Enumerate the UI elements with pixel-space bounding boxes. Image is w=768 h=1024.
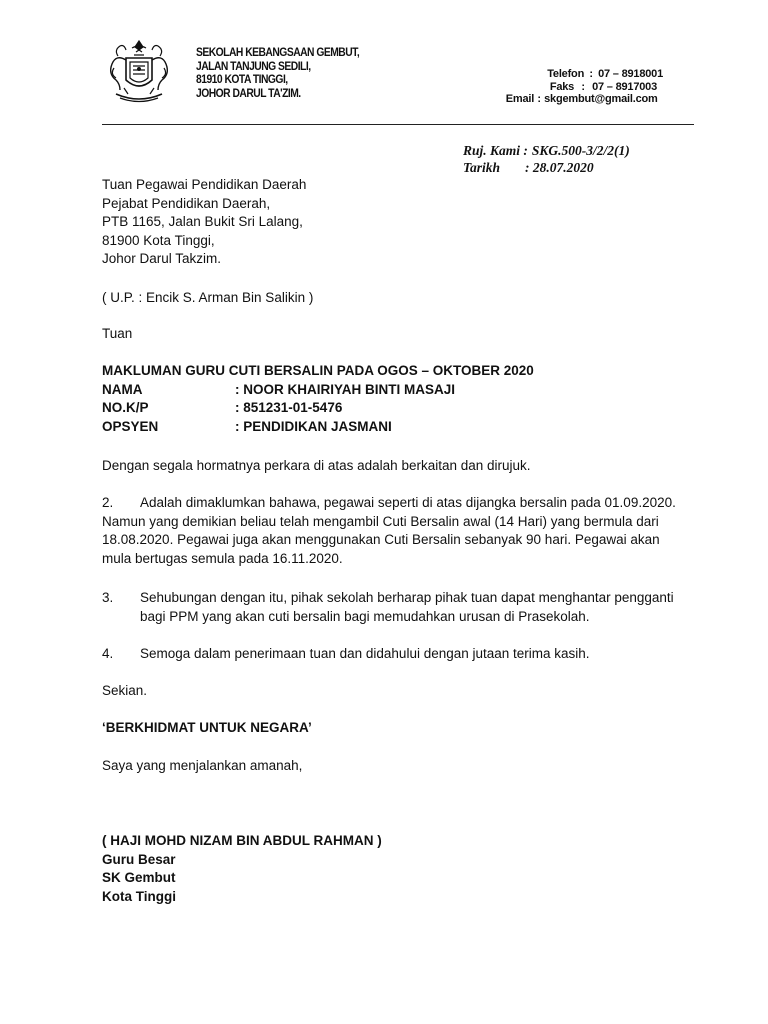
subject-block bbox=[102, 362, 534, 436]
signatory-block bbox=[102, 832, 382, 906]
faks-row: Faks : 07 – 8917003 bbox=[498, 81, 663, 94]
recipient-line: PTB 1165, Jalan Bukit Sri Lalang, bbox=[102, 214, 303, 229]
header-divider bbox=[102, 124, 694, 125]
reference-label: Ruj. Kami : bbox=[463, 143, 528, 158]
school-address bbox=[196, 46, 359, 100]
school-state: JOHOR DARUL TA'ZIM. bbox=[196, 85, 301, 100]
field-label: NAMA bbox=[102, 381, 143, 397]
paragraph-text: bagi PPM yang akan cuti bersalin bagi memudahkan urusan di Prasekolah. bbox=[140, 608, 590, 624]
faks-value: 07 – 8917003 bbox=[592, 80, 657, 93]
recipient-line: Johor Darul Takzim. bbox=[102, 251, 222, 266]
recipient-line: Pejabat Pendidikan Daerah, bbox=[102, 195, 271, 211]
reference-block bbox=[463, 142, 630, 176]
signatory-name: ( HAJI MOHD NIZAM BIN ABDUL RAHMAN ) bbox=[102, 833, 382, 848]
school-name: SEKOLAH KEBANGSAAN GEMBUT, bbox=[196, 45, 360, 59]
field-value: : PENDIDIKAN JASMANI bbox=[235, 418, 392, 434]
state-crest-logo bbox=[106, 38, 172, 106]
date-row bbox=[463, 159, 630, 176]
telefon-value: 07 – 8918001 bbox=[598, 68, 663, 80]
opening-paragraph: Dengan segala hormatnya perkara di atas adalah berkaitan dan dirujuk. bbox=[102, 458, 531, 473]
paragraph-text: 18.08.2020. Pegawai juga akan menggunakan Cuti Bersalin sebanyak 90 hari. Pegawai akan bbox=[102, 532, 660, 547]
subject-title: MAKLUMAN GURU CUTI BERSALIN PADA OGOS – OKTOBER 2020 bbox=[102, 363, 534, 378]
school-street: JALAN TANJUNG SEDILI, bbox=[196, 58, 311, 73]
field-label: OPSYEN bbox=[102, 418, 159, 434]
contact-info bbox=[498, 68, 663, 106]
subject-field-opsyen bbox=[102, 418, 534, 437]
signatory-title: Guru Besar bbox=[102, 851, 176, 867]
recipient-address bbox=[102, 176, 306, 269]
date-label: Tarikh bbox=[463, 160, 501, 175]
subject-field-nokp bbox=[102, 399, 534, 418]
date-value: : 28.07.2020 bbox=[525, 160, 594, 175]
closing: Sekian. bbox=[102, 683, 148, 698]
reference-row bbox=[463, 142, 630, 159]
recipient-line: Tuan Pegawai Pendidikan Daerah bbox=[102, 177, 307, 192]
salutation: Tuan bbox=[102, 326, 133, 341]
trust-line: Saya yang menjalankan amanah, bbox=[102, 758, 303, 773]
reference-value: SKG.500-3/2/2(1) bbox=[531, 143, 630, 158]
faks-label: Faks bbox=[549, 80, 575, 93]
subject-field-nama bbox=[102, 381, 534, 400]
email-label: Email bbox=[505, 93, 535, 105]
paragraph-4 bbox=[102, 645, 590, 664]
attention-line: ( U.P. : Encik S. Arman Bin Salikin ) bbox=[102, 290, 314, 305]
field-value: : NOOR KHAIRIYAH BINTI MASAJI bbox=[235, 381, 456, 397]
paragraph-2 bbox=[102, 494, 676, 568]
paragraph-number: 3. bbox=[102, 590, 114, 605]
email-value: skgembut@gmail.com bbox=[544, 93, 658, 105]
telefon-label: Telefon bbox=[547, 68, 585, 80]
paragraph-number: 2. bbox=[102, 495, 114, 510]
paragraph-number: 4. bbox=[102, 646, 114, 661]
paragraph-text: mula bertugas semula pada 16.11.2020. bbox=[102, 550, 343, 566]
field-value: : 851231-01-5476 bbox=[235, 400, 343, 415]
paragraph-3 bbox=[102, 589, 674, 626]
paragraph-text: Adalah dimaklumkan bahawa, pegawai seperti di atas dijangka bersalin pada 01.09.2020. bbox=[140, 495, 676, 510]
signatory-school: SK Gembut bbox=[102, 870, 176, 885]
school-postcode-city: 81910 KOTA TINGGI, bbox=[196, 72, 288, 86]
paragraph-text: Semoga dalam penerimaan tuan dan didahului dengan jutaan terima kasih. bbox=[140, 646, 590, 661]
paragraph-2-first-line bbox=[102, 494, 676, 513]
paragraph-text: Namun yang demikian beliau telah mengambil Cuti Bersalin awal (14 Hari) yang bermula dari bbox=[102, 513, 659, 529]
email-row: Email : skgembut@gmail.com bbox=[498, 93, 663, 106]
telefon-row: Telefon : 07 – 8918001 bbox=[498, 68, 663, 81]
signatory-place: Kota Tinggi bbox=[102, 888, 176, 904]
field-label: NO.K/P bbox=[102, 400, 149, 415]
recipient-line: 81900 Kota Tinggi, bbox=[102, 232, 215, 248]
motto: ‘BERKHIDMAT UNTUK NEGARA’ bbox=[102, 720, 312, 735]
paragraph-text: Sehubungan dengan itu, pihak sekolah berharap pihak tuan dapat menghantar pengganti bbox=[140, 590, 674, 605]
